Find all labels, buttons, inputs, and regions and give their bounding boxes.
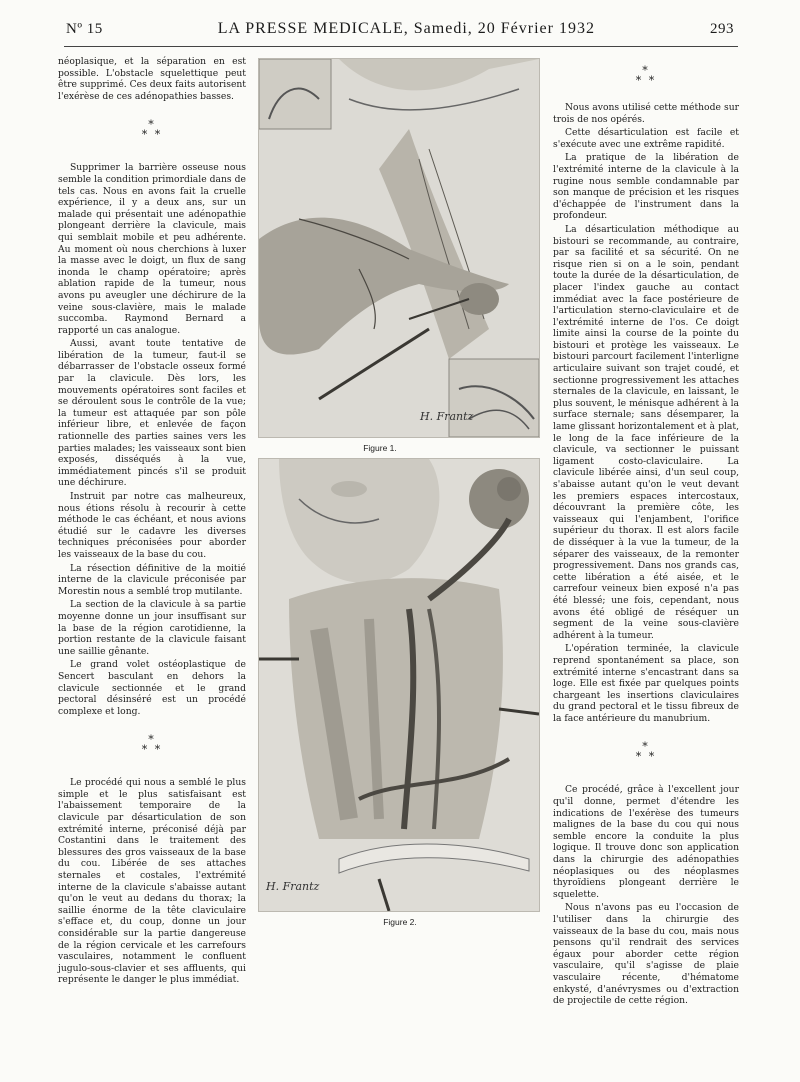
section-separator: * * * xyxy=(141,118,163,142)
figure-2-illustration xyxy=(258,458,540,912)
figure-1-caption: Figure 1. xyxy=(363,443,397,453)
paragraph: Nous avons utilisé cette méthode sur trois de nos opérés. xyxy=(553,102,739,125)
paragraph: Cette désarticulation est facile et s'exécute avec une extrême rapidité. xyxy=(553,127,739,150)
paragraph: Aussi, avant toute tentative de libération de la tumeur, faut-il se débarrasser de l'obstacle osseux formé par la clavicule. Dès lors, les mouvements opératoires sont faciles et se déroulent sous le contrôle de la vue; la tumeur est attaquée par son pôle inférieur libre, et enlevée de façon rationnelle des parties saines vers les parties malades; les vaisseaux sont bien exposés, disséqués à la vue, immédiatement pincés s'il se produit une déchirure. xyxy=(58,338,246,489)
paragraph: Instruit par notre cas malheureux, nous étions résolu à recourir à cette méthode le cas échéant, et nous avions étudié sur le cadavre les diverses techniques préconisées pour aborder les vaisseaux de la base du cou. xyxy=(58,491,246,560)
paragraph: Nous n'avons pas eu l'occasion de l'utiliser dans la chirurgie des vaisseaux de la base du cou, mais nous pensons qu'il rendrait des services égaux pour aborder cette région vasculaire, qu'il s'agisse de plaie vasculaire récente, d'hématome enkysté, d'anévrysmes ou d'extraction de projectile de cette région. xyxy=(553,902,739,1007)
section-separator: * * * xyxy=(635,740,657,764)
issue-number: Nº 15 xyxy=(66,21,103,37)
surgical-drawing-1 xyxy=(259,59,539,437)
header-rule xyxy=(64,46,738,47)
journal-title: LA PRESSE MEDICALE, Samedi, 20 Février 1932 xyxy=(217,20,595,37)
paragraph: Le procédé qui nous a semblé le plus simple et le plus satisfaisant est l'abaissement temporaire de la clavicule par désarticulation de son extrémité interne, préconisé déjà par Costantini dans le traitement des blessures des gros vaisseaux de la base du cou. Libérée de ses attaches sternales et costales, l'extrémité interne de la clavicule s'abaisse autant qu'on le veut au dedans du thorax; la saillie énorme de la tête claviculaire s'efface et, du coup, donne un jour considérable sur la partie dangereuse de la région cervicale et les carrefours vasculaires, notamment le confluent jugulo-sous-clavier et ses affluents, qui représente le danger le plus immédiat. xyxy=(58,777,246,986)
surgical-drawing-2 xyxy=(259,459,539,911)
paragraph: Ce procédé, grâce à l'excellent jour qu'il donne, permet d'étendre les indications de l'exérèse des tumeurs malignes de la base du cou qui nous semble encore la conduite la plus logique. Il trouve donc son application dans la chirurgie des adénopathies néoplasiques ou des néoplasmes thyroïdiens plongeant derrière le squelette. xyxy=(553,784,739,900)
paragraph: La section de la clavicule à sa partie moyenne donne un jour insuffisant sur la base de la région carotidienne, la portion restante de la clavicule faisant une saillie gênante. xyxy=(58,599,246,657)
figure-1-illustration xyxy=(258,58,540,438)
figure-2-caption: Figure 2. xyxy=(383,917,417,927)
section-separator: * * * xyxy=(141,733,163,757)
paragraph: Supprimer la barrière osseuse nous semble la condition primordiale dans de tels cas. Nous en avons fait la cruelle expérience, il y a deux ans, sur un malade qui présentait une adénopathie plongeant derrière la clavicule, mais qui semblait mobile et peu adhérente. Au moment où nous cherchions à luxer la masse avec le doigt, un flux de sang inonda le champ opératoire; après ablation rapide de la tumeur, nous avons pu aveugler une déchirure de la veine sous-clavière, mais le malade succomba. Raymond Bernard a rapporté un cas analogue. xyxy=(58,162,246,336)
paragraph: La résection définitive de la moitié interne de la clavicule préconisée par Morestin nous a semblé trop mutilante. xyxy=(58,562,246,597)
left-column xyxy=(58,56,246,988)
section-separator: * * * xyxy=(635,64,657,87)
paragraph: La pratique de la libération de l'extrémité interne de la clavicule à la rugine nous semble condamnable par son manque de précision et les risques d'échappée de l'instrument dans la profondeur. xyxy=(553,152,739,222)
artist-signature: H. Frantz xyxy=(266,880,320,893)
paragraph: L'opération terminée, la clavicule reprend spontanément sa place, son extrémité interne s'encastrant dans sa loge. Elle est fixée par quelques points chargeant les insertions claviculaires du grand pectoral et le tissu fibreux de la face antérieure du manubrium. xyxy=(553,643,739,724)
paragraph: La désarticulation méthodique au bistouri se recommande, au contraire, par sa facilité et sa sécurité. On ne risque rien si on a le soin, pendant toute la durée de la désarticulation, de placer l'index gauche au contact immédiat avec la face postérieure de l'articulation sterno-claviculaire et de l'extrémité interne de l'os. Ce doigt limite ainsi la course de la pointe du bistouri et protège les vaisseaux. Le bistouri parcourt facilement l'interligne articulaire suivant son trajet coudé, et sectionne progressivement les attaches sternales de la clavicule, en laissant, le plus souvent, le ménisque adhérent à la surface sternale; sans désemparer, la lame glissant horizontalement et à plat, le long de la face inférieure de la clavicule, va sectionner le puissant ligament costo-claviculaire. La clavicule libérée ainsi, d'un seul coup, s'abaisse autant qu'on le veut devant les premiers espaces intercostaux, découvrant la première côte, les vaisseaux qui l'enjambent, l'orifice supérieur du thorax. Il est alors facile de disséquer à la vue la tumeur, de la séparer des vaisseaux, de la remonter progressivement. Dans nos grands cas, cette libération a été aisée, et le carrefour veineux bien exposé n'a pas été blessé; une fois, cependant, nous avons été obligé de réséquer un segment de la veine sous-clavière adhérent à la tumeur. xyxy=(553,223,739,641)
artist-signature: H. Frantz xyxy=(420,410,474,423)
paragraph: Le grand volet ostéoplastique de Sencert basculant en dehors la clavicule sectionnée et le grand pectoral désinséré est un procédé complexe et long. xyxy=(58,659,246,717)
page-number: 293 xyxy=(709,21,734,37)
right-column xyxy=(553,66,739,1009)
paragraph: néoplasique, et la séparation en est possible. L'obstacle squelettique peut être supprimé. Ces deux faits autorisent l'exérèse de ces adénopathies basses. xyxy=(58,56,246,102)
running-header xyxy=(66,20,734,44)
